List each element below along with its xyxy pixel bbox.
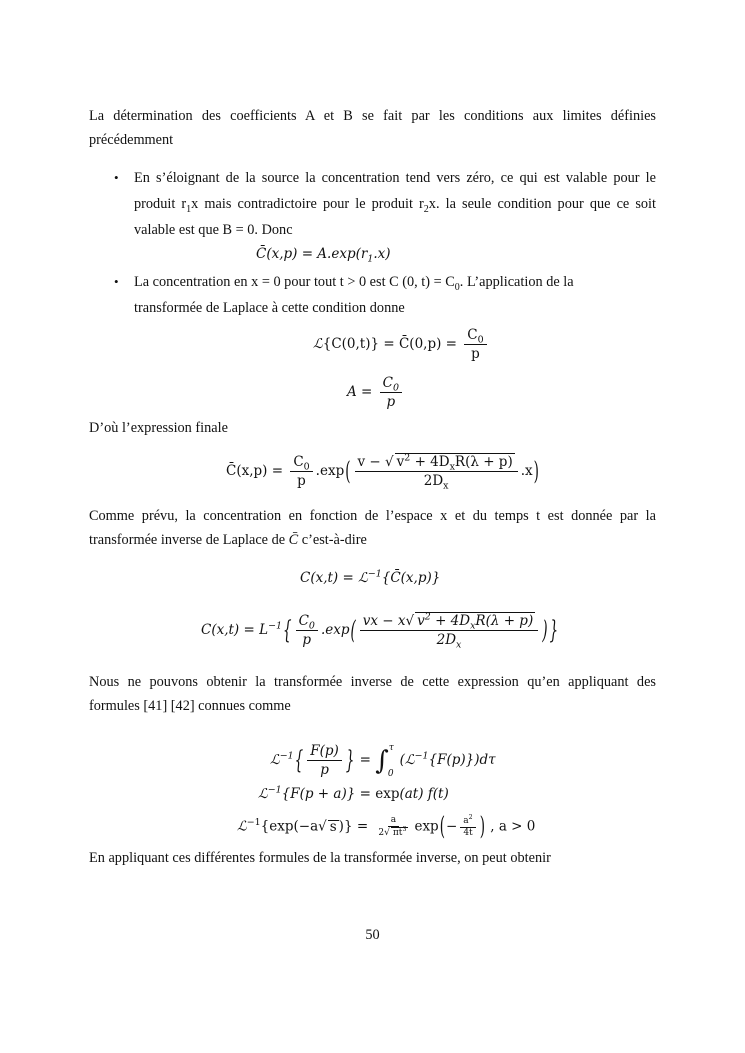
page-number: 50 — [365, 927, 380, 943]
bullet-2-line-2: transformée de Laplace à cette condition donne — [134, 300, 405, 316]
comment-line-1: Comme prévu, la concentration en fonction de l’espace x et du temps t est donnée par la — [89, 508, 656, 524]
intro-line-2: précédemment — [89, 132, 174, 148]
bullet-1-marker: • — [114, 170, 119, 185]
equation-final-expression: C̄(x,p) = $\frac{C_0}{p}$ .exp( $\frac{v - √ v^2 + 4D_xR(\lambda + p)}{2D_x}$ .x) — [226, 452, 539, 492]
equation-c-bar-exp: C̄(x,p) = $A.\exp(r_1.x)$ — [256, 246, 391, 265]
equation-formula-1: ℒ$^{-1}${ $\frac{F(p)}{p}$ } = ∫$^\tau_0$(ℒ$^{-1}${F(p)})dτ — [270, 743, 496, 779]
intro-line-1: La détermination des coefficients A et B se fait par les conditions aux limites définies — [89, 108, 656, 124]
bullet-2-marker: • — [114, 274, 119, 289]
formulas-line-1: Nous ne pouvons obtenir la transformée inverse de cette expression qu’en appliquant des — [89, 674, 656, 690]
equation-inverse-definition: C(x,t) = ℒ$^{-1}${C̄(x,p)} — [300, 568, 441, 586]
formulas-line-2: formules [41] [42] connues comme — [89, 698, 291, 714]
bullet-2-line-1: La concentration en x = 0 pour tout t > 0 est C (0, $t) = C_0$. L’application de la — [134, 274, 574, 293]
closing-text: En appliquant ces différentes formules de la transformée inverse, on peut obtenir — [89, 850, 551, 866]
equation-a-value: A = $\frac{C_0}{p}$ — [347, 374, 405, 411]
equation-formula-2: ℒ$^{-1}${F(p + a)} = exp(at) f(t) — [258, 784, 449, 802]
bullet-1-line-1: En s’éloignant de la source la concentration tend vers zéro, ce qui est valable pour le — [134, 170, 656, 186]
equation-inverse-full: $C(x,t) = L^{-1}${ $\frac{C_0}{p}$ .exp( $\frac{vx - x√ v^2 + 4D_xR(\lambda + p)}{2D_x}$ ) } — [201, 611, 559, 651]
bullet-1-line-3: valable est que B = 0. Donc — [134, 222, 293, 238]
comment-line-2: transformée inverse de Laplace de C̄ c’est-à-dire — [89, 532, 367, 548]
equation-laplace-boundary: ℒ{C(0,t)} = C̄(0,p) = $\frac{C_0}{p}$ — [313, 326, 490, 363]
equation-formula-3: ℒ$^{-1}${exp(−a√ s )} = $\frac{a}{2√ \pi t^3}$ exp(− $\frac{a^2}{4t}$ ) , a > 0 — [237, 811, 536, 843]
final-intro-text: D’où l’expression finale — [89, 420, 228, 436]
bullet-1-line-2: produit $r_1x$ mais contradictoire pour le produit $r_2x$. la seule condition pour que ce soit — [134, 196, 657, 215]
